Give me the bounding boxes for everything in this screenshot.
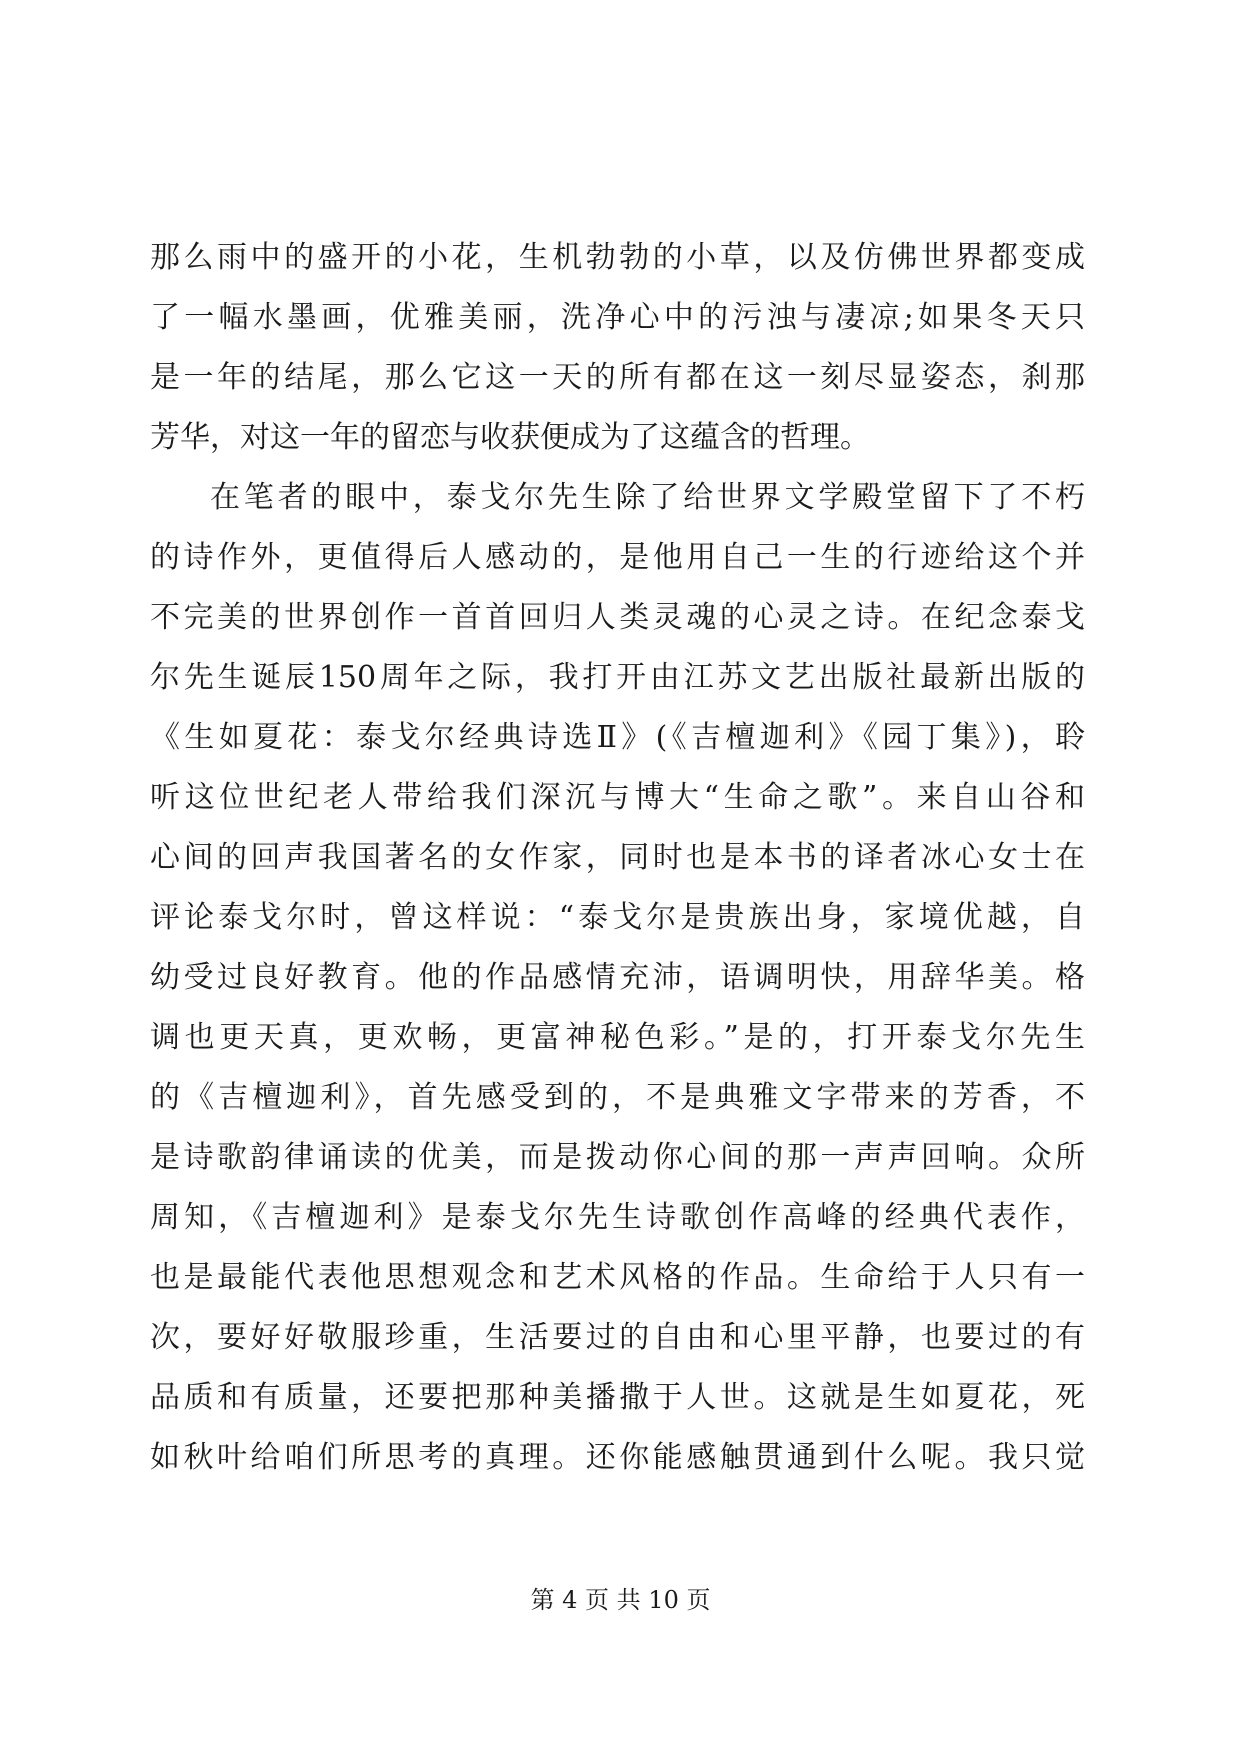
text-line: 周知，《吉檀迦利》是泰戈尔先生诗歌创作高峰的经典代表作， [150,1200,1085,1235]
text-line: 调也更天真，更欢畅，更富神秘色彩。”是的，打开泰戈尔先生 [150,1020,1085,1055]
text-line: 心间的回声我国著名的女作家，同时也是本书的译者冰心女士在 [150,840,1085,875]
text-line: 《生如夏花：泰戈尔经典诗选Ⅱ》(《吉檀迦利》《园丁集》)，聆 [150,720,1085,755]
text-line: 是一年的结尾，那么它这一天的所有都在这一刻尽显姿态，刹那 [150,360,1085,395]
text-line: 次，要好好敬服珍重，生活要过的自由和心里平静，也要过的有 [150,1320,1085,1355]
text-line: 芳华，对这一年的留恋与收获便成为了这蕴含的哲理。 [150,420,870,455]
text-line: 的《吉檀迦利》，首先感受到的，不是典雅文字带来的芳香，不 [150,1080,1085,1115]
text-line: 评论泰戈尔时，曾这样说：“泰戈尔是贵族出身，家境优越，自 [150,900,1085,935]
text-line: 那么雨中的盛开的小花，生机勃勃的小草，以及仿佛世界都变成 [150,240,1085,275]
text-line: 听这位世纪老人带给我们深沉与博大“生命之歌”。来自山谷和 [150,780,1085,815]
paragraph-first-line: 在笔者的眼中，泰戈尔先生除了给世界文学殿堂留下了不朽 [210,480,1085,515]
body-text [150,228,1085,1488]
text-line: 尔先生诞辰150周年之际，我打开由江苏文艺出版社最新出版的 [150,660,1085,695]
text-line: 幼受过良好教育。他的作品感情充沛，语调明快，用辞华美。格 [150,960,1085,995]
text-line: 品质和有质量，还要把那种美播撒于人世。这就是生如夏花，死 [150,1380,1085,1415]
text-line: 不完美的世界创作一首首回归人类灵魂的心灵之诗。在纪念泰戈 [150,600,1085,635]
page-number-footer: 第 4 页 共 10 页 [530,1586,711,1614]
text-line: 也是最能代表他思想观念和艺术风格的作品。生命给于人只有一 [150,1260,1085,1295]
text-line: 是诗歌韵律诵读的优美，而是拨动你心间的那一声声回响。众所 [150,1140,1085,1175]
text-line: 了一幅水墨画，优雅美丽，洗净心中的污浊与凄凉;如果冬天只 [150,300,1085,335]
text-line: 的诗作外，更值得后人感动的，是他用自己一生的行迹给这个并 [150,540,1085,575]
text-line: 如秋叶给咱们所思考的真理。还你能感触贯通到什么呢。我只觉 [150,1440,1085,1475]
